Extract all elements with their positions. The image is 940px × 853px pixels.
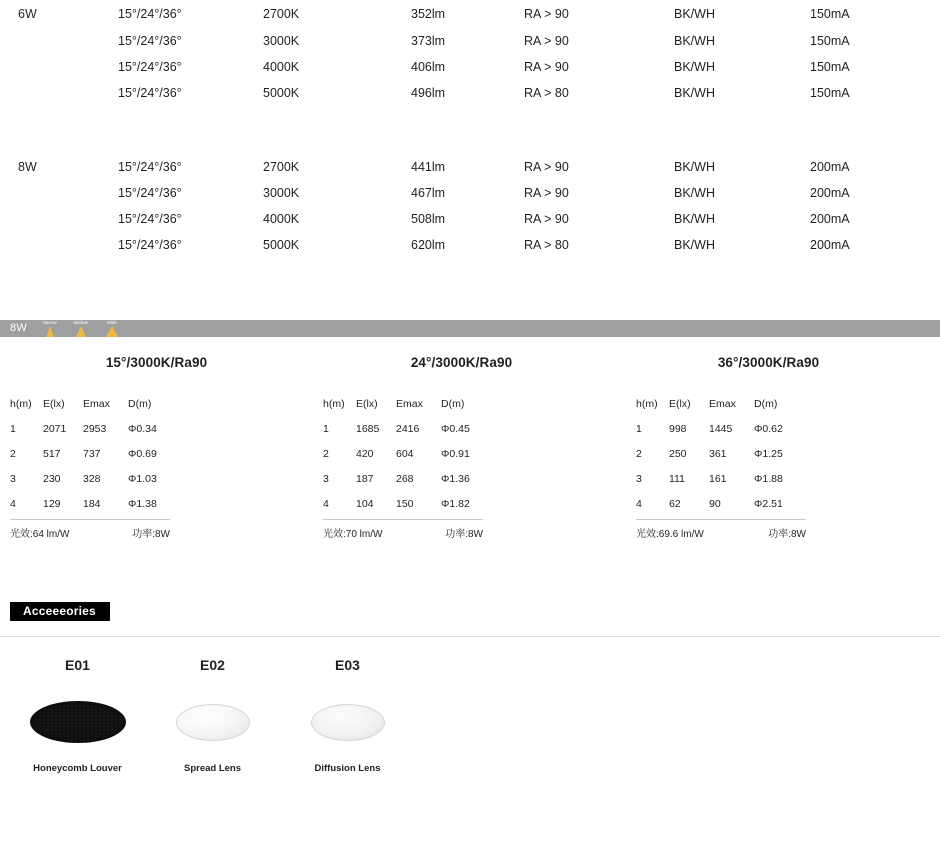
cell-lumen: 496lm (411, 86, 446, 100)
accessory-item-e01[interactable] (10, 657, 145, 774)
photometry-column-24deg (313, 355, 626, 540)
cell-color: BK/WH (674, 160, 715, 174)
efficacy-value: 光效:69.6 lm/W (636, 529, 704, 540)
medium-beam-label: Medium (73, 320, 89, 326)
cell-cct: 5000K (263, 86, 300, 100)
cell-power (0, 80, 118, 106)
table-row (323, 466, 501, 491)
cell-e: 1685 (356, 422, 380, 435)
cell-cri: RA > 90 (524, 7, 569, 21)
honeycomb-shape (30, 701, 126, 743)
cell-beam: 15°/24°/36° (118, 86, 182, 100)
cell-diameter: Φ0.91 (441, 447, 470, 460)
photometry-column-15deg (0, 355, 313, 540)
table-row (0, 180, 940, 206)
cell-beam: 15°/24°/36° (118, 7, 182, 21)
cell-e: 230 (43, 472, 61, 485)
photometry-table (10, 391, 188, 516)
cell-height: 3 (636, 472, 642, 485)
cell-e: 62 (669, 497, 681, 510)
photometry-header-row (323, 391, 501, 416)
cell-beam: 15°/24°/36° (118, 238, 182, 252)
power-value: 功率:8W (768, 529, 806, 540)
cell-beam: 15°/24°/36° (118, 34, 182, 48)
cell-power (0, 232, 118, 258)
specification-table (0, 0, 940, 258)
photometry-header-row (636, 391, 814, 416)
cell-height: 1 (323, 422, 329, 435)
header-height: h(m) (636, 397, 658, 410)
cell-emax: 268 (396, 472, 414, 485)
cell-e: 129 (43, 497, 61, 510)
cell-emax: 2416 (396, 422, 420, 435)
cell-cri: RA > 90 (524, 186, 569, 200)
wide-beam-label: Wide (107, 320, 117, 326)
cell-color: BK/WH (674, 186, 715, 200)
cell-height: 1 (636, 422, 642, 435)
narrow-beam-icon (39, 320, 61, 337)
cell-height: 2 (10, 447, 16, 460)
cell-diameter: Φ0.34 (128, 422, 157, 435)
cell-lumen: 441lm (411, 160, 446, 174)
header-height: h(m) (10, 397, 32, 410)
header-emax: Emax (396, 397, 423, 410)
wide-beam-icon (101, 320, 123, 337)
table-row (323, 441, 501, 466)
cell-diameter: Φ0.45 (441, 422, 470, 435)
accessory-label: Spread Lens (183, 763, 242, 774)
photometry-footer (10, 519, 170, 540)
table-row (0, 80, 940, 106)
cell-e: 250 (669, 447, 687, 460)
cell-cct: 5000K (263, 238, 300, 252)
table-row (636, 491, 814, 516)
cell-emax: 90 (709, 497, 721, 510)
cell-power: 6W (18, 7, 37, 21)
cell-current: 200mA (810, 238, 850, 252)
cell-e: 104 (356, 497, 374, 510)
cell-cct: 2700K (263, 7, 300, 21)
cell-current: 200mA (810, 160, 850, 174)
header-emax: Emax (83, 397, 110, 410)
cell-color: BK/WH (674, 238, 715, 252)
power-value: 功率:8W (445, 529, 483, 540)
power-value: 功率:8W (132, 529, 170, 540)
cell-height: 2 (323, 447, 329, 460)
cell-diameter: Φ1.38 (128, 497, 157, 510)
cell-color: BK/WH (674, 212, 715, 226)
header-diameter: D(m) (754, 397, 778, 410)
cell-lumen: 373lm (411, 34, 446, 48)
cell-emax: 150 (396, 497, 414, 510)
cell-current: 200mA (810, 212, 850, 226)
cell-cri: RA > 90 (524, 212, 569, 226)
cell-diameter: Φ1.03 (128, 472, 157, 485)
accessory-code: E02 (200, 657, 225, 673)
cell-power (0, 28, 118, 54)
cell-power (0, 54, 118, 80)
cell-current: 150mA (810, 60, 850, 74)
cell-lumen: 508lm (411, 212, 446, 226)
photometry-table (323, 391, 501, 516)
table-row (10, 491, 188, 516)
accessory-item-e03[interactable] (280, 657, 415, 774)
header-diameter: D(m) (128, 397, 152, 410)
photometry-title: 15°/3000K/Ra90 (105, 355, 208, 370)
cell-lumen: 406lm (411, 60, 446, 74)
table-row (10, 441, 188, 466)
cell-lumen: 620lm (411, 238, 446, 252)
accessories-divider (0, 636, 940, 637)
cell-e: 111 (669, 472, 685, 485)
accessory-label: Honeycomb Louver (33, 763, 122, 774)
cell-emax: 161 (709, 472, 727, 485)
header-height: h(m) (323, 397, 345, 410)
photometry-header-row (10, 391, 188, 416)
cell-emax: 361 (709, 447, 727, 460)
cell-emax: 737 (83, 447, 101, 460)
cell-diameter: Φ1.25 (754, 447, 783, 460)
cell-height: 2 (636, 447, 642, 460)
photometry-header-bar (0, 320, 940, 337)
cell-color: BK/WH (674, 86, 715, 100)
cell-beam: 15°/24°/36° (118, 60, 182, 74)
cell-color: BK/WH (674, 34, 715, 48)
efficacy-value: 光效:70 lm/W (323, 529, 383, 540)
photometry-power-label: 8W (10, 322, 27, 334)
cell-cri: RA > 90 (524, 60, 569, 74)
cell-height: 1 (10, 422, 16, 435)
lens-shape (176, 704, 250, 741)
cell-cri: RA > 80 (524, 238, 569, 252)
cell-color: BK/WH (674, 7, 715, 21)
cell-e: 187 (356, 472, 374, 485)
table-row (0, 54, 940, 80)
medium-cone-shape (76, 326, 86, 337)
photometry-title: 36°/3000K/Ra90 (717, 355, 820, 370)
medium-beam-icon (70, 320, 92, 337)
cell-cri: RA > 90 (524, 34, 569, 48)
cell-beam: 15°/24°/36° (118, 160, 182, 174)
wide-cone-shape (106, 326, 118, 337)
lens-shape (311, 704, 385, 741)
table-row (0, 28, 940, 54)
cell-emax: 1445 (709, 422, 733, 435)
cell-height: 4 (636, 497, 642, 510)
diffusion-lens-icon (280, 696, 415, 748)
accessory-code: E01 (65, 657, 90, 673)
cell-emax: 184 (83, 497, 101, 510)
cell-power: 8W (18, 160, 37, 174)
cell-beam: 15°/24°/36° (118, 212, 182, 226)
table-row (0, 232, 940, 258)
table-row (323, 416, 501, 441)
cell-diameter: Φ0.62 (754, 422, 783, 435)
cell-power (0, 206, 118, 232)
narrow-cone-shape (46, 326, 54, 337)
cell-current: 150mA (810, 34, 850, 48)
table-row (636, 466, 814, 491)
table-row (323, 491, 501, 516)
accessory-item-e02[interactable] (145, 657, 280, 774)
header-e: E(lx) (356, 397, 378, 410)
accessory-code: E03 (335, 657, 360, 673)
cell-height: 4 (10, 497, 16, 510)
cell-diameter: Φ0.69 (128, 447, 157, 460)
photometry-title: 24°/3000K/Ra90 (410, 355, 513, 370)
cell-height: 3 (323, 472, 329, 485)
cell-power (0, 180, 118, 206)
cell-diameter: Φ1.82 (441, 497, 470, 510)
table-row (636, 441, 814, 466)
honeycomb-louver-icon (10, 696, 145, 748)
table-group-spacer (0, 106, 940, 154)
beam-icon-group (39, 320, 123, 337)
cell-cct: 3000K (263, 186, 300, 200)
header-diameter: D(m) (441, 397, 465, 410)
cell-current: 200mA (810, 186, 850, 200)
cell-diameter: Φ1.36 (441, 472, 470, 485)
cell-lumen: 467lm (411, 186, 446, 200)
table-row (0, 154, 940, 180)
cell-color: BK/WH (674, 60, 715, 74)
table-row (0, 206, 940, 232)
photometry-table (636, 391, 814, 516)
cell-cct: 3000K (263, 34, 300, 48)
spread-lens-icon (145, 696, 280, 748)
photometry-column-36deg (626, 355, 939, 540)
accessories-header-bar: Acceeeories (10, 602, 110, 621)
photometry-section (0, 320, 940, 540)
accessory-label: Diffusion Lens (314, 763, 381, 774)
cell-cct: 4000K (263, 60, 300, 74)
cell-diameter: Φ1.88 (754, 472, 783, 485)
cell-e: 517 (43, 447, 61, 460)
efficacy-value: 光效:64 lm/W (10, 529, 70, 540)
cell-height: 4 (323, 497, 329, 510)
cell-beam: 15°/24°/36° (118, 186, 182, 200)
header-e: E(lx) (43, 397, 65, 410)
table-row (10, 466, 188, 491)
cell-current: 150mA (810, 86, 850, 100)
cell-emax: 604 (396, 447, 414, 460)
cell-cri: RA > 90 (524, 160, 569, 174)
cell-cct: 4000K (263, 212, 300, 226)
narrow-beam-label: Narrow (43, 320, 57, 326)
cell-current: 150mA (810, 7, 850, 21)
photometry-footer (323, 519, 483, 540)
photometry-footer (636, 519, 806, 540)
cell-cct: 2700K (263, 160, 300, 174)
table-row (636, 416, 814, 441)
header-emax: Emax (709, 397, 736, 410)
cell-e: 2071 (43, 422, 67, 435)
accessories-section (0, 602, 940, 774)
cell-e: 998 (669, 422, 687, 435)
header-e: E(lx) (669, 397, 691, 410)
cell-cri: RA > 80 (524, 86, 569, 100)
photometry-columns (0, 355, 940, 540)
cell-emax: 328 (83, 472, 101, 485)
spacer-cell (0, 106, 940, 154)
cell-e: 420 (356, 447, 374, 460)
accessories-list (0, 657, 940, 774)
cell-lumen: 352lm (411, 7, 446, 21)
cell-emax: 2953 (83, 422, 107, 435)
table-row (0, 0, 940, 28)
cell-height: 3 (10, 472, 16, 485)
cell-diameter: Φ2.51 (754, 497, 783, 510)
table-row (10, 416, 188, 441)
